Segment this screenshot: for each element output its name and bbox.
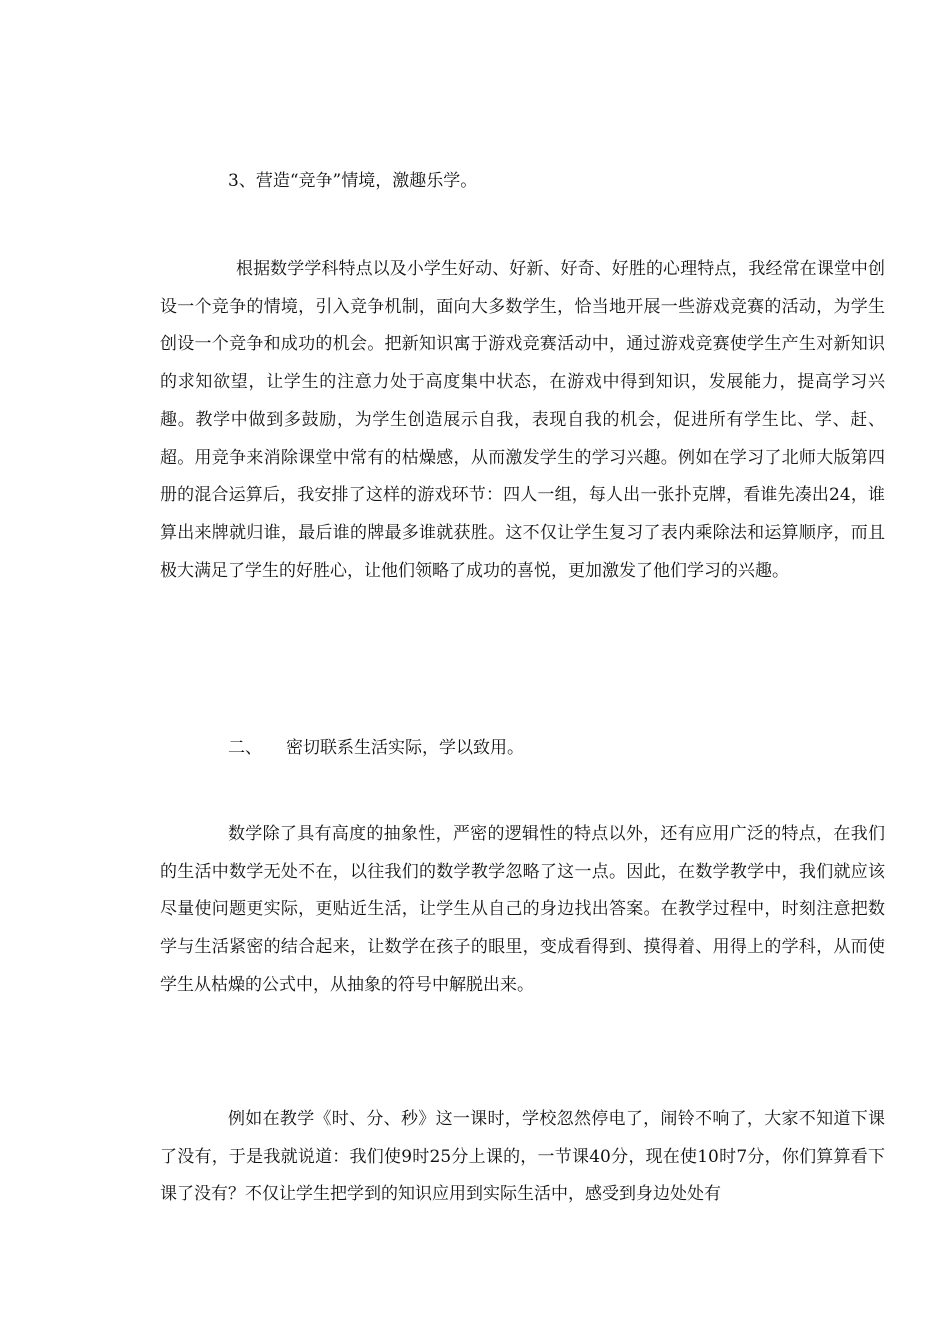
paragraph-competition: 根据数学学科特点以及小学生好动、好新、好奇、好胜的心理特点，我经常在课堂中创设一个竞争的情境，引入竞争机制，面向大多数学生，恰当地开展一些游戏竞赛的活动，为学生创设一个竞争和成功的机会。把新知识寓于游戏竞赛活动中，通过游戏竞赛使学生产生对新知识的求知欲望，让学生的注意力处于高度集中状态，在游戏中得到知识，发展能力，提高学习兴趣。教学中做到多鼓励，为学生创造展示自我，表现自我的机会，促进所有学生比、学、赶、超。用竞争来消除课堂中常有的枯燥感，从而激发学生的学习兴趣。例如在学习了北师大版第四册的混合运算后，我安排了这样的游戏环节：四人一组，每人出一张扑克牌，看谁先凑出24，谁算出来牌就归谁，最后谁的牌最多谁就获胜。这不仅让学生复习了表内乘除法和运算顺序，而且极大满足了学生的好胜心，让他们领略了成功的喜悦，更加激发了他们学习的兴趣。: [160, 259, 885, 581]
paragraph-real-life: 数学除了具有高度的抽象性，严密的逻辑性的特点以外，还有应用广泛的特点，在我们的生活中数学无处不在，以往我们的数学教学忽略了这一点。因此，在数学教学中，我们就应该尽量使问题更实际，更贴近生活，让学生从自己的身边找出答案。在教学过程中，时刻注意把数学与生活紧密的结合起来，让数学在孩子的眼里，变成看得到、摸得着、用得上的学科，从而使学生从枯燥的公式中，从抽象的符号中解脱出来。: [160, 824, 885, 995]
section-title: 密切联系生活实际，学以致用。: [286, 738, 524, 758]
section-heading-competition: 3、营造“竞争”情境，激趣乐学。: [228, 171, 478, 191]
paragraph-example: 例如在教学《时、分、秒》这一课时，学校忽然停电了，闹铃不响了，大家不知道下课了没有，于是我就说道：我们使9时25分上课的，一节课40分，现在使10时7分，你们算算看下课了没有？不仅让学生把学到的知识应用到实际生活中，感受到身边处处有: [160, 1109, 885, 1205]
section-number: 二、: [228, 738, 262, 758]
section-heading-real-life: [228, 737, 524, 759]
